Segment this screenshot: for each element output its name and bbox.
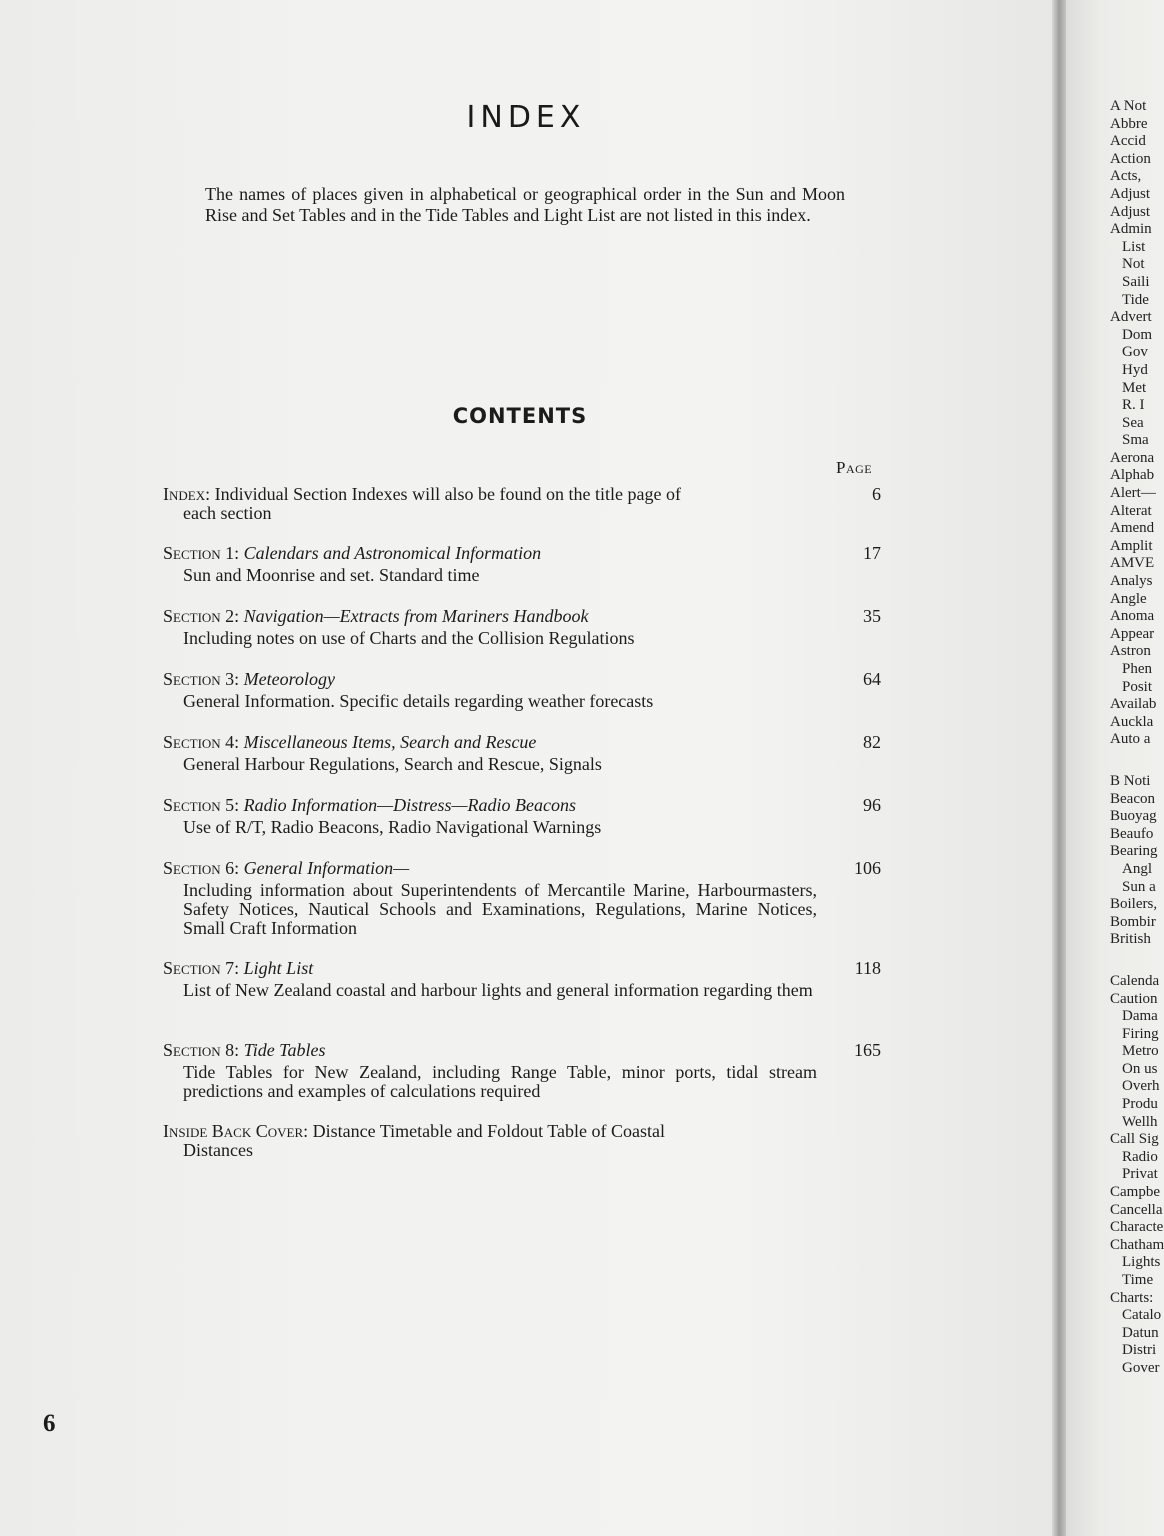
facing-index-entry: Astron — [1110, 643, 1151, 660]
facing-index-entry: Overh — [1122, 1078, 1160, 1095]
facing-index-entry: Distri — [1122, 1342, 1157, 1359]
contents-entry-section-4 — [163, 732, 881, 774]
facing-index-entry: Alphab — [1110, 467, 1155, 484]
facing-index-entry: Dom — [1122, 326, 1152, 343]
contents-entry-section-7 — [163, 958, 881, 1000]
facing-index-entry: Accid — [1110, 133, 1146, 150]
facing-index-entry: Aerona — [1110, 449, 1155, 466]
contents-entry-section-8 — [163, 1040, 881, 1101]
entry-prefix: Section 7: — [163, 958, 240, 978]
facing-index-entry: List — [1122, 238, 1146, 255]
entry-prefix: Section 8: — [163, 1040, 240, 1060]
facing-index-entry: Amend — [1110, 520, 1155, 537]
facing-index-entry: Hyd — [1122, 361, 1148, 378]
facing-index-entry: R. I — [1122, 397, 1145, 414]
entry-title: General Information— — [243, 858, 410, 878]
page-number: 6 — [43, 1410, 56, 1437]
facing-index-entry: Anoma — [1110, 608, 1155, 625]
entry-page: 118 — [854, 958, 881, 978]
facing-index-entry: Met — [1122, 379, 1147, 396]
entry-prefix: Section 3: — [163, 669, 240, 689]
facing-index-entry: Boilers, — [1110, 896, 1158, 913]
facing-index-entry: Alterat — [1110, 502, 1152, 519]
entry-prefix: Section 4: — [163, 732, 240, 752]
facing-index-entry: Wellh — [1122, 1113, 1158, 1130]
facing-index-entry: Adjust — [1110, 185, 1151, 202]
entry-description: List of New Zealand coastal and harbour lights and general information regarding them — [183, 980, 813, 1000]
facing-index-entry: Characte — [1110, 1219, 1164, 1236]
facing-index-entry: Saili — [1122, 273, 1150, 290]
entry-prefix: Section 6: — [163, 858, 240, 878]
facing-index-entry: Time — [1122, 1272, 1154, 1288]
entry-title: Miscellaneous Items, Search and Rescue — [243, 732, 537, 752]
facing-index-entry: Auckla — [1110, 713, 1154, 730]
facing-index-entry: Phen — [1122, 661, 1152, 677]
entry-title: Distance Timetable and Foldout Table of Coastal — [312, 1121, 665, 1141]
facing-index-entry: B Noti — [1110, 772, 1151, 789]
facing-index-entry: Campbe — [1110, 1184, 1160, 1201]
facing-index-entry: Lights — [1122, 1254, 1161, 1271]
entry-title: Individual Section Indexes will also be found on the title page of — [214, 484, 682, 504]
facing-index-entry: Chatham — [1110, 1236, 1164, 1253]
entry-prefix: Section 2: — [163, 606, 240, 626]
facing-index-entry: Calenda — [1110, 972, 1160, 989]
entry-title-continued: each section — [183, 503, 272, 523]
contents-entry-section-3 — [163, 669, 881, 711]
facing-index-entry: Analys — [1110, 573, 1153, 590]
entry-description: Tide Tables for New Zealand, including Range Table, minor ports, tidal stream predictions and examples of calculations required — [183, 1062, 817, 1101]
entry-description: Use of R/T, Radio Beacons, Radio Navigational Warnings — [183, 817, 602, 837]
entry-description: General Harbour Regulations, Search and Rescue, Signals — [183, 754, 602, 774]
facing-index-entry: Gov — [1122, 344, 1148, 361]
facing-index-entry: Alert— — [1110, 485, 1156, 502]
contents-entry-section-6 — [163, 858, 881, 938]
facing-index-entry: Posit — [1122, 678, 1153, 695]
entry-title: Meteorology — [243, 669, 335, 689]
entry-page: 96 — [863, 795, 881, 815]
facing-index-list — [1110, 98, 1164, 1378]
facing-index-entry: Beaufo — [1110, 825, 1154, 842]
entry-page: 106 — [854, 858, 881, 878]
facing-index-entry: Sun a — [1122, 878, 1156, 895]
facing-index-entry: Beacon — [1110, 790, 1155, 807]
facing-index-entry: Produ — [1122, 1096, 1158, 1113]
entry-description: Sun and Moonrise and set. Standard time — [183, 565, 480, 585]
facing-index-entry: Call Sig — [1110, 1131, 1159, 1148]
facing-index-entry: A Not — [1110, 98, 1147, 114]
facing-index-entry: Availab — [1110, 696, 1157, 713]
facing-index-entry: Caution — [1110, 990, 1158, 1007]
contents-entry-section-5 — [163, 795, 881, 837]
page-title: INDEX — [466, 100, 586, 135]
entry-page: 35 — [863, 606, 881, 626]
facing-index-entry: Gover — [1122, 1359, 1160, 1376]
facing-index-entry: Privat — [1122, 1166, 1158, 1183]
page-column-label: Page — [836, 458, 873, 477]
facing-index-entry: Bombir — [1110, 913, 1156, 930]
facing-index-entry: On us — [1122, 1060, 1158, 1077]
facing-index-entry: Appear — [1110, 625, 1155, 642]
facing-index-entry: Advert — [1110, 309, 1152, 326]
entry-prefix: Section 1: — [163, 543, 240, 563]
facing-index-entry: Tide — [1122, 291, 1149, 308]
facing-index-entry: Sea — [1122, 414, 1144, 431]
entry-page: 6 — [872, 484, 881, 504]
facing-index-entry: Abbre — [1110, 115, 1148, 132]
contents-entry-section-1 — [163, 543, 881, 585]
contents-heading: CONTENTS — [452, 404, 588, 428]
entry-page: 82 — [863, 732, 881, 752]
facing-index-entry: Catalo — [1122, 1307, 1162, 1324]
entry-prefix: Section 5: — [163, 795, 240, 815]
entry-title: Tide Tables — [243, 1040, 326, 1060]
entry-title: Light List — [243, 958, 314, 978]
entry-title: Radio Information—Distress—Radio Beacons — [243, 795, 576, 815]
facing-index-entry: Admin — [1110, 221, 1152, 238]
contents-entry-inside-back-cover — [163, 1121, 881, 1160]
facing-page-edge — [1066, 0, 1164, 1536]
facing-index-entry: British — [1110, 931, 1151, 948]
facing-index-entry: Datun — [1122, 1324, 1159, 1341]
entry-title-continued: Distances — [183, 1140, 253, 1160]
facing-index-entry: Auto a — [1110, 731, 1151, 748]
contents-entry-section-2 — [163, 606, 881, 648]
entry-description: General Information. Specific details regarding weather forecasts — [183, 691, 654, 711]
facing-index-entry: Charts: — [1110, 1289, 1154, 1306]
facing-index-entry: Sma — [1122, 432, 1149, 449]
facing-index-entry: Cancella — [1110, 1201, 1163, 1218]
entry-title: Navigation—Extracts from Mariners Handbook — [243, 606, 589, 626]
entry-page: 165 — [854, 1040, 881, 1060]
facing-index-entry: Firing — [1122, 1025, 1159, 1042]
facing-index-entry: Angle — [1110, 590, 1147, 607]
entry-prefix: Inside Back Cover: — [163, 1121, 309, 1141]
entry-page: 17 — [863, 543, 881, 563]
intro-note: The names of places given in alphabetical or geographical order in the Sun and Moon Rise and Set Tables and in the Tide Tables and Light List are not listed in this index. — [205, 184, 845, 225]
facing-index-entry: Buoyag — [1110, 808, 1157, 825]
facing-index-entry: Amplit — [1110, 537, 1153, 554]
entry-prefix: Index: — [163, 484, 211, 504]
facing-index-entry: Radio — [1122, 1148, 1158, 1165]
entry-description: Including information about Superintendents of Mercantile Marine, Harbourmasters, Safety Notices, Nautical Schools and Examinations, Regulations, Marine Notices, Small Craft Information — [183, 880, 817, 938]
facing-index-entry: AMVE — [1110, 555, 1155, 572]
facing-index-entry: Action — [1110, 150, 1151, 167]
facing-index-entry: Not — [1122, 256, 1145, 273]
entry-description: Including notes on use of Charts and the Collision Regulations — [183, 628, 635, 648]
facing-index-entry: Bearing — [1110, 843, 1158, 860]
facing-index-entry: Metro — [1122, 1043, 1159, 1060]
facing-index-entry: Angl — [1122, 860, 1152, 877]
entry-page: 64 — [863, 669, 881, 689]
entry-title: Calendars and Astronomical Information — [243, 543, 542, 563]
contents-entry-index — [163, 484, 881, 523]
facing-index-entry: Adjust — [1110, 203, 1151, 220]
facing-index-entry: Dama — [1122, 1008, 1158, 1025]
facing-index-entry: Acts, — [1110, 168, 1142, 185]
